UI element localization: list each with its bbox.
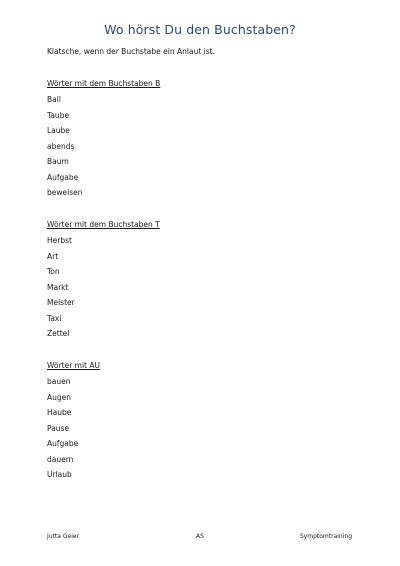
footer-right-label: Symptomtraining	[299, 533, 352, 540]
instruction-text: Klatsche, wenn der Buchstabe ein Anlaut ist.	[47, 47, 215, 56]
word-item: Art	[47, 251, 59, 261]
word-item: Aufgabe	[47, 172, 79, 182]
word-item: Markt	[47, 282, 69, 292]
word-item: Urlaub	[47, 470, 72, 479]
word-item: abends	[47, 141, 75, 151]
word-item: Herbst	[47, 236, 72, 245]
footer-center-label: AS	[196, 533, 204, 540]
word-item: dauern	[47, 454, 74, 464]
word-item: Ton	[47, 267, 60, 276]
section-heading: Wörter mit dem Buchstaben B	[47, 79, 161, 88]
word-item: Augen	[47, 392, 72, 402]
word-item: Ball	[47, 95, 61, 104]
word-item: Zettel	[47, 329, 70, 338]
section-letter-b	[47, 79, 367, 204]
word-item: Taxi	[47, 313, 62, 323]
word-item: Taube	[47, 110, 70, 120]
word-item: bauen	[47, 377, 71, 386]
word-item: Haube	[47, 408, 72, 417]
word-item: Laube	[47, 126, 70, 135]
section-heading: Wörter mit AU	[47, 361, 101, 370]
word-item: Baum	[47, 157, 69, 166]
page-title: Wo hörst Du den Buchstaben?	[104, 22, 296, 37]
section-heading: Wörter mit dem Buchstaben T	[47, 220, 160, 229]
footer-author: Jutta Geier	[47, 533, 80, 540]
word-item: Aufgabe	[47, 439, 79, 448]
section-letters-au	[47, 361, 367, 486]
word-item: Pause	[47, 423, 70, 433]
section-letter-t	[47, 220, 367, 345]
word-item: beweisen	[47, 188, 83, 197]
word-item: Meister	[47, 298, 75, 307]
